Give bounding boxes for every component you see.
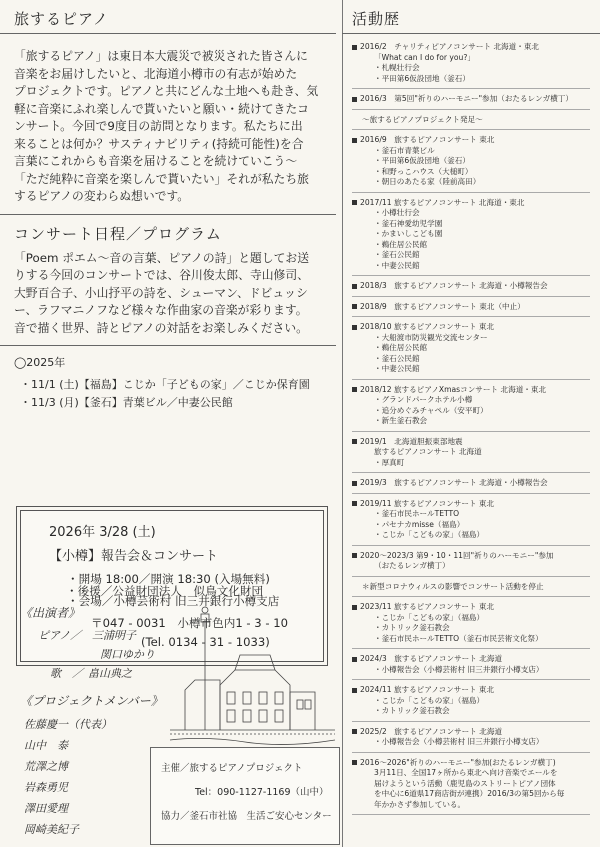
activity-entry-text: 2020〜2023/3 第9・10・11回"祈りのハーモニー"参加 — [360, 550, 554, 560]
activity-entry-head — [352, 437, 590, 448]
performer-name: 関口ゆかり — [100, 648, 155, 661]
bullet-icon — [352, 45, 357, 50]
entry-divider — [352, 379, 590, 380]
activity-entry-detail: ・鵜住居公民館 — [374, 239, 428, 249]
activity-entry-text: 2017/11 旅するピアノコンサート 北海道・東北 — [360, 197, 525, 207]
bullet-icon — [352, 387, 357, 392]
activity-entry-detail: ・新生釜石教会 — [374, 416, 428, 425]
intro-paragraph — [14, 48, 336, 206]
intro-line: ンサート。今回で9度目の訪問となります。私たちに出 — [14, 119, 303, 133]
activity-entry-detail: ・かまいしこども園 — [374, 229, 443, 238]
activity-entry-detail: ・カトリック釜石教会 — [374, 706, 450, 715]
activity-entry-head — [352, 758, 590, 769]
activity-entry-text: 2016/3 第5回"祈りのハーモニー"参加（おたるレンガ横丁） — [360, 94, 573, 103]
activity-note: 〜旅するピアノプロジェクト発足〜 — [362, 114, 483, 124]
intro-line: 軽に音楽にふれ楽しんで貰いたいと願い・続けてきたコ — [14, 101, 309, 116]
activity-entry-detail: ・カトリック釜石教会 — [374, 623, 450, 632]
activity-entry — [352, 551, 590, 577]
activity-entry-detail: ・小樽壮行会 — [374, 208, 420, 217]
activity-note: ＊新型コロナウィルスの影響でコンサート活動を停止 — [362, 581, 544, 591]
program-paragraph — [14, 250, 336, 338]
activity-entry-head — [352, 385, 590, 396]
activity-entry-detail: 届けようという活動（鹿児島のストリートピアノ団体 — [374, 778, 556, 788]
event-tel: (Tel. 0134 - 31 - 1033) — [141, 635, 270, 649]
intro-title: 旅するピアノ — [0, 8, 336, 34]
activity-entry-detail: ・平田第6仮設団地（釜石） — [374, 156, 470, 165]
left-column — [14, 8, 336, 424]
activity-entry-detail: ・鵜住居公民館 — [374, 343, 428, 352]
activity-entry-detail: ・釜石神愛幼児学園 — [374, 218, 443, 228]
event-sponsor: ・後援／公益財団法人 似鳥文化財団 — [66, 584, 264, 598]
activity-entry-head — [352, 685, 590, 696]
activity-entry-text: 2024/11 旅するピアノコンサート 東北 — [360, 685, 495, 694]
activity-entry-text: 2019/1 北海道胆振東部地震 — [360, 436, 463, 446]
column-divider — [342, 0, 343, 847]
activity-entry-detail: ・釜石公民館 — [374, 250, 420, 259]
activity-entry-detail: ・平田第6仮設団地（釜石） — [374, 73, 470, 83]
entry-divider — [352, 576, 590, 577]
bullet-icon — [352, 304, 357, 309]
activity-entry-detail: ・グランドパークホテル小樽 — [374, 395, 473, 404]
entry-divider — [352, 431, 590, 432]
activity-entry-head — [352, 135, 590, 146]
activity-entry-head — [352, 551, 590, 562]
activity-entry — [352, 685, 590, 722]
section-divider — [0, 345, 336, 346]
activity-entry-text: 2016〜2026"祈りのハーモニー"参加(おたるレンガ横丁) — [360, 757, 556, 767]
intro-line: 「ただ純粋に音楽を楽しんで貰いたい」それが私たち旅 — [14, 171, 309, 186]
entry-divider — [352, 472, 590, 473]
activity-entry-head — [352, 602, 590, 613]
entry-divider — [352, 721, 590, 722]
activity-entry-head — [352, 302, 590, 313]
activity-entry-text: 2025/2 旅するピアノコンサート 北海道 — [360, 726, 503, 736]
activity-entry-text: 2019/3 旅するピアノコンサート 北海道・小樽報告会 — [360, 478, 548, 487]
activity-entry-text: 2018/10 旅するピアノコンサート 東北 — [360, 322, 495, 331]
intro-line: するピアノの変わらぬ想いです。 — [14, 189, 190, 203]
activity-entry-detail: 旅するピアノコンサート 北海道 — [374, 447, 482, 456]
activity-entry — [352, 499, 590, 546]
activity-entry-head — [352, 322, 590, 333]
activity-entry-detail: ・釜石公民館 — [374, 353, 420, 363]
activity-entry — [352, 94, 590, 110]
entry-divider — [352, 648, 590, 649]
activity-entry-detail: ・こじか「こどもの家」（福島） — [374, 612, 485, 622]
activity-entry — [352, 302, 590, 318]
organizer-host: 主催／旅するピアノプロジェクト — [161, 763, 303, 774]
entry-divider — [352, 545, 590, 546]
performer-role: 歌 ／ — [50, 667, 83, 680]
activity-entry — [352, 478, 590, 494]
schedule-item: ・11/1 (土)【福島】こじか「子どもの家」／こじか保育園 — [20, 378, 310, 391]
entry-divider — [352, 814, 590, 815]
activity-entry-head — [352, 499, 590, 510]
organizer-tel: Tel：090-1127-1169（山中） — [195, 787, 329, 798]
activity-entry — [352, 727, 590, 753]
entry-divider — [352, 596, 590, 597]
activity-entry-text: 2024/3 旅するピアノコンサート 北海道 — [360, 654, 503, 663]
entry-divider — [352, 192, 590, 193]
activity-entry-detail: ・小樽報告会（小樽芸術村 旧三井銀行小樽支店） — [374, 737, 544, 746]
organizer-coop: 協力／釜石市社協 生活ご安心センター — [161, 811, 332, 822]
activity-entry-text: 2018/9 旅するピアノコンサート 東北（中止） — [360, 301, 525, 311]
bullet-icon — [352, 657, 357, 662]
activity-entry-text: 2016/2 チャリティピアノコンサート 北海道・東北 — [360, 42, 540, 51]
entry-divider — [352, 679, 590, 680]
activity-entry-detail: 3月11日、全国17ヶ所から東北へ向け音楽でエールを — [374, 768, 558, 777]
event-address: 〒047 - 0031 小樽市色内1 - 3 - 10 — [91, 616, 288, 630]
event-title: 【小樽】報告会＆コンサート — [49, 549, 219, 564]
performer-name: 畠山典之 — [88, 667, 132, 680]
entry-divider — [352, 275, 590, 276]
entry-divider — [352, 493, 590, 494]
intro-line: 言葉にこれからも音楽を届けることを続けていこう〜 — [14, 154, 298, 168]
activity-entry-detail: ・釜石市青葉ビル — [374, 145, 435, 155]
activity-entry — [352, 758, 590, 816]
activity-entry-detail: ・厚真町 — [374, 457, 405, 467]
entry-divider — [352, 316, 590, 317]
activity-entry — [352, 582, 590, 598]
activity-entry-head — [352, 94, 590, 105]
program-line: 「Poem ポエム〜音の言葉、ピアノの詩」と題してお送 — [14, 250, 309, 265]
bullet-icon — [352, 138, 357, 143]
activity-entry-detail: （おたるレンガ横丁） — [374, 561, 450, 570]
activity-entry-detail: ・中妻公民館 — [374, 364, 420, 373]
entry-divider — [352, 129, 590, 130]
right-column — [352, 8, 590, 820]
intro-line: 来ることは何か？サスティナビリティ(持続可能性)を合 — [14, 136, 304, 151]
activity-entry-head — [352, 654, 590, 665]
activity-entry-head — [352, 198, 590, 209]
program-line: ー、ラフマニノフなど様々な作曲家の音楽が彩ります。 — [14, 303, 308, 317]
member-name: 澤田愛理 — [24, 802, 68, 815]
activity-entry-detail: ・朝日のあたる家（陸前高田） — [374, 177, 481, 186]
activity-entry-text: 2018/12 旅するピアノXmasコンサート 北海道・東北 — [360, 384, 547, 394]
activity-entry-detail: ・釜石市民ホールTETTO — [374, 509, 460, 518]
intro-line: 音楽をお届けしたいと、北海道小樽市の有志が始めた — [14, 66, 298, 81]
activity-entry-text: 2023/11 旅するピアノコンサート 東北 — [360, 602, 495, 611]
bullet-icon — [352, 553, 357, 558]
intro-line: プロジェクトです。ピアノと共にどんな土地へも赴き、気 — [14, 84, 319, 98]
bullet-icon — [352, 200, 357, 205]
program-title: コンサート日程／プログラム — [14, 224, 222, 243]
activity-entry — [352, 654, 590, 680]
activity-entry — [352, 322, 590, 380]
bullet-icon — [352, 97, 357, 102]
activity-entry-detail: ・釜石市民ホールTETTO（釜石市民芸術文化祭） — [374, 633, 543, 643]
bullet-icon — [352, 481, 357, 486]
bullet-icon — [352, 760, 357, 765]
activity-entry — [352, 42, 590, 89]
program-line: 音で描く世界、詩とピアノの対話をお楽しみください。 — [14, 320, 308, 335]
activity-entry-detail: ・中妻公民館 — [374, 260, 420, 270]
bullet-icon — [352, 688, 357, 693]
year-label: ◯2025年 — [14, 356, 66, 369]
activity-entry-detail: ・追分めぐみチャペル（安平町） — [374, 405, 488, 415]
activity-entry — [352, 385, 590, 432]
activity-entry — [352, 281, 590, 297]
activity-entry-text: 2016/9 旅するピアノコンサート 東北 — [360, 135, 495, 144]
activity-entry-detail: を中心に6道県17商店街が連携）2016/3の第5回から毎 — [374, 789, 565, 798]
activity-entry — [352, 135, 590, 193]
schedule-item: ・11/3 (月)【釜石】青葉ビル／中妻公民館 — [20, 396, 233, 409]
event-date: 2026年 3/28 (土) — [49, 525, 156, 540]
activity-title: 活動歴 — [342, 8, 600, 34]
activity-entry-detail: ・小樽報告会（小樽芸術村 旧三井銀行小樽支店） — [374, 664, 544, 674]
member-name: 岩森勇児 — [24, 781, 68, 794]
activity-entry-text: 2019/11 旅するピアノコンサート 東北 — [360, 498, 495, 508]
section-divider — [0, 214, 336, 215]
member-name: 荒澤之博 — [24, 760, 68, 773]
event-time: ・開場 18:00／開演 18:30 (入場無料) — [67, 572, 270, 586]
activity-entry-head — [352, 478, 590, 489]
activity-entry — [352, 115, 590, 131]
activity-entry-detail: ・大船渡市防災観光交流センター — [374, 332, 488, 342]
activity-entry-detail: ・こじか「こどもの家」（福島） — [374, 530, 485, 539]
bullet-icon — [352, 325, 357, 330]
activity-entry-detail: ・和野っこハウス（大槌町） — [374, 166, 473, 176]
member-name: 佐藤慶一（代表） — [24, 718, 112, 731]
members-heading: 《プロジェクトメンバー》 — [20, 694, 163, 708]
activity-entry-text: 2018/3 旅するピアノコンサート 北海道・小樽報告会 — [360, 281, 548, 290]
activity-entry-head — [352, 281, 590, 292]
activity-entry-detail: 「What can I do for you?」 — [374, 52, 475, 62]
activity-entry — [352, 437, 590, 474]
organizer-box — [150, 747, 340, 845]
entry-divider — [352, 88, 590, 89]
entry-divider — [352, 752, 590, 753]
activity-entry — [352, 602, 590, 649]
entry-divider — [352, 109, 590, 110]
bullet-icon — [352, 501, 357, 506]
activity-entry-detail: 年かかさず参加している。 — [374, 799, 466, 809]
entry-divider — [352, 296, 590, 297]
program-line: 大野百合子、小山抒平の詩を、シューマン、ドビュッシ — [14, 285, 308, 300]
bullet-icon — [352, 439, 357, 444]
activity-list — [352, 42, 590, 815]
member-name: 山中 泰 — [24, 739, 68, 752]
performers-heading: 《出演者》 — [20, 606, 81, 620]
activity-entry-detail: ・札幌壮行会 — [374, 63, 420, 72]
bullet-icon — [352, 729, 357, 734]
schedule-list — [20, 376, 336, 412]
activity-entry-detail: ・パセナカmisse（福島） — [374, 519, 465, 529]
bullet-icon — [352, 284, 357, 289]
performer-role: ピアノ／ — [38, 629, 82, 642]
event-venue: ・会場／小樽芸術村 旧三井銀行小樽支店 — [67, 594, 280, 608]
building-sketch-illustration — [165, 600, 340, 750]
activity-entry — [352, 198, 590, 277]
activity-entry-detail: ・こじか「こどもの家」（福島） — [374, 695, 485, 705]
bullet-icon — [352, 605, 357, 610]
intro-line: 「旅するピアノ」は東日本大震災で被災された皆さんに — [14, 49, 308, 63]
performer-name: 三浦明子 — [92, 629, 136, 642]
activity-entry-head — [352, 42, 590, 53]
activity-entry-head — [352, 727, 590, 738]
member-name: 岡崎美紀子 — [24, 823, 79, 836]
program-line: りする今回のコンサートでは、谷川俊太郎、寺山修司、 — [14, 268, 309, 282]
